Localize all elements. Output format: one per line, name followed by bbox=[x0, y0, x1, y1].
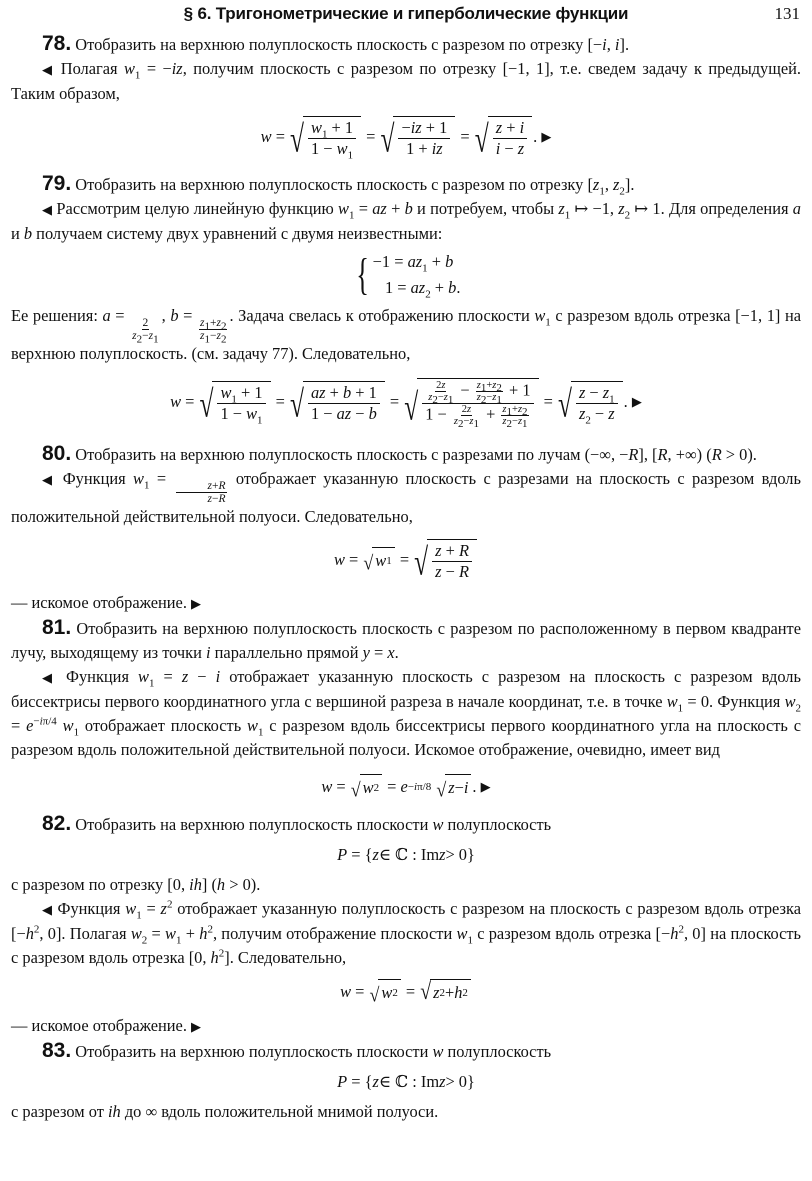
problem-78-statement: 78. Отобразить на верхнюю полуплоскость плоскость с разрезом по отрезку [−i, i]. bbox=[42, 32, 630, 55]
page-body bbox=[11, 32, 801, 1124]
problem-82-statement: 82. Отобразить на верхнюю полуплоскость плоскости w полуплоскость bbox=[42, 812, 552, 835]
problem-82-statement-2: с разрезом по отрезку [0, ih] (h > 0). bbox=[11, 875, 261, 894]
problem-80-statement: 80. Отобразить на верхнюю полуплоскость плоскость с разрезами по лучам (−∞, −R], [R, +∞) (R > 0). bbox=[42, 442, 757, 465]
problem-82-set: P = { z ∈ ℂ : Im z > 0} bbox=[337, 845, 475, 864]
problem-number: 78. bbox=[42, 32, 72, 55]
problem-83-statement-2: с разрезом от ih до ∞ вдоль положительной мнимой полуоси. bbox=[11, 1102, 439, 1121]
problem-number: 83. bbox=[42, 1039, 72, 1062]
problem-82-conclusion: — искомое отображение. ▶ bbox=[11, 1016, 202, 1035]
page-number: 131 bbox=[774, 4, 800, 23]
problem-81-formula: w = √ w 2 = e −iπ/8 √ z − i . ▶ bbox=[11, 762, 801, 812]
problem-78-formula: w = √ $\frac{w_1 + 1}{1 - w_1}$ = √ $\frac{-iz + 1}{1 + iz}$ = √ $\frac{z + i}{i - z}$ . ▶ bbox=[260, 117, 552, 161]
problem-79-solution: ◀ Рассмотрим целую линейную функцию $w_1$ = az + b и потребуем, чтобы $z_1$ ↦ −1, $z_2$ ↦ 1. Для определения a и b получаем систему двух уравнений с двумя неизвестными: bbox=[11, 199, 801, 243]
problem-79-statement: 79. Отобразить на верхнюю полуплоскость плоскость с разрезом по отрезку [$z_1$, $z_2$]. bbox=[42, 172, 635, 198]
problem-number: 81. bbox=[42, 616, 72, 639]
problem-81-statement: 81. Отобразить на верхнюю полуплоскость плоскость с разрезом по расположенному в первом квадранте лучу, выходящему из точки i параллельно прямой y = x. bbox=[11, 616, 801, 662]
problem-79-solution-2: Ее решения: a = $\frac{2}{z_2-z_1}$ , b = $\frac{z_1+z_2}{z_1-z_2}$ . Задача свелась к отображению плоскости $w_1$ с разрезом вдоль отрезка [−1, 1] на верхнюю полуплоскость. (см. задачу 77). Следовательно, bbox=[11, 306, 801, 363]
problem-80-solution: ◀ Функция $w_1$ = $\frac{z+R}{z-R}$ отображает указанную плоскость с разрезами на плоскость с разрезом вдоль положительной действительной полуоси. Следовательно, bbox=[11, 469, 801, 526]
problem-78-solution: ◀ Полагая $w_1 = -iz$, получим плоскость с разрезом по отрезку [−1, 1], т.е. сведем задачу к предыдущей. Таким образом, bbox=[11, 59, 802, 103]
running-title: § 6. Тригонометрические и гиперболические функции bbox=[183, 4, 629, 23]
problem-80-formula: w = √ w 1 = √ $\frac{z + R}{z - R}$ bbox=[11, 529, 801, 591]
problem-79-formula: w = √ $\frac{w_1 + 1}{1 - w_1}$ = √ $\frac{az + b + 1}{1 - az - b}$ = √ $\frac{2z}{z_2-z_1}$ − $\frac{z_1+z_2}{z_2-z_1}$ + 1 1 − $\frac{2z}{z_2-z_1}$ + $\frac{z_1+z_2}{z_2-z_1}$ = √ $\frac{z - z_1}{z_2 - z}$ . ▶ bbox=[170, 379, 642, 430]
problem-number: 79. bbox=[42, 172, 72, 195]
problem-82-formula: w = √ w 2 = √ z 2 + h 2 bbox=[11, 970, 801, 1014]
page-header bbox=[0, 4, 812, 28]
problem-number: 82. bbox=[42, 812, 72, 835]
problem-79-system: { $-1 = az_1 + b$ $1 = az_2 + b$. bbox=[355, 250, 461, 301]
problem-82-solution: ◀ Функция $w_1 = z^2$ отображает указанную полуплоскость с разрезом на плоскость с разрезом вдоль отрезка [$-h^2$, 0]. Полагая $w_2 = w_1 + h^2$, получим отображение плоскости $w_1$ с разрезом вдоль отрезка [$-h^2$, 0] на плоскость с разрезом вдоль отрезка [0, $h^2$]. Следовательно, bbox=[11, 898, 801, 967]
problem-80-conclusion: — искомое отображение. ▶ bbox=[11, 593, 202, 612]
problem-number: 80. bbox=[42, 442, 72, 465]
problem-83-statement: 83. Отобразить на верхнюю полуплоскость плоскости w полуплоскость bbox=[42, 1039, 552, 1062]
problem-83-set: P = { z ∈ ℂ : Im z > 0} bbox=[337, 1072, 475, 1091]
problem-81-solution: ◀ Функция $w_1 = z - i$ отображает указанную плоскость с разрезом на плоскость с разрезом вдоль биссектрисы первого координатного угла с вершиной разреза в начале координат, т.е. в точке $w_1 = 0$. Функция $w_2 = e^{-i\pi/4}$ $w_1$ отображает плоскость $w_1$ с разрезом вдоль биссектрисы первого координатного угла на плоскость с разрезом вдоль положительной действительной полуоси. Искомое отображение, очевидно, имеет вид bbox=[11, 667, 802, 759]
